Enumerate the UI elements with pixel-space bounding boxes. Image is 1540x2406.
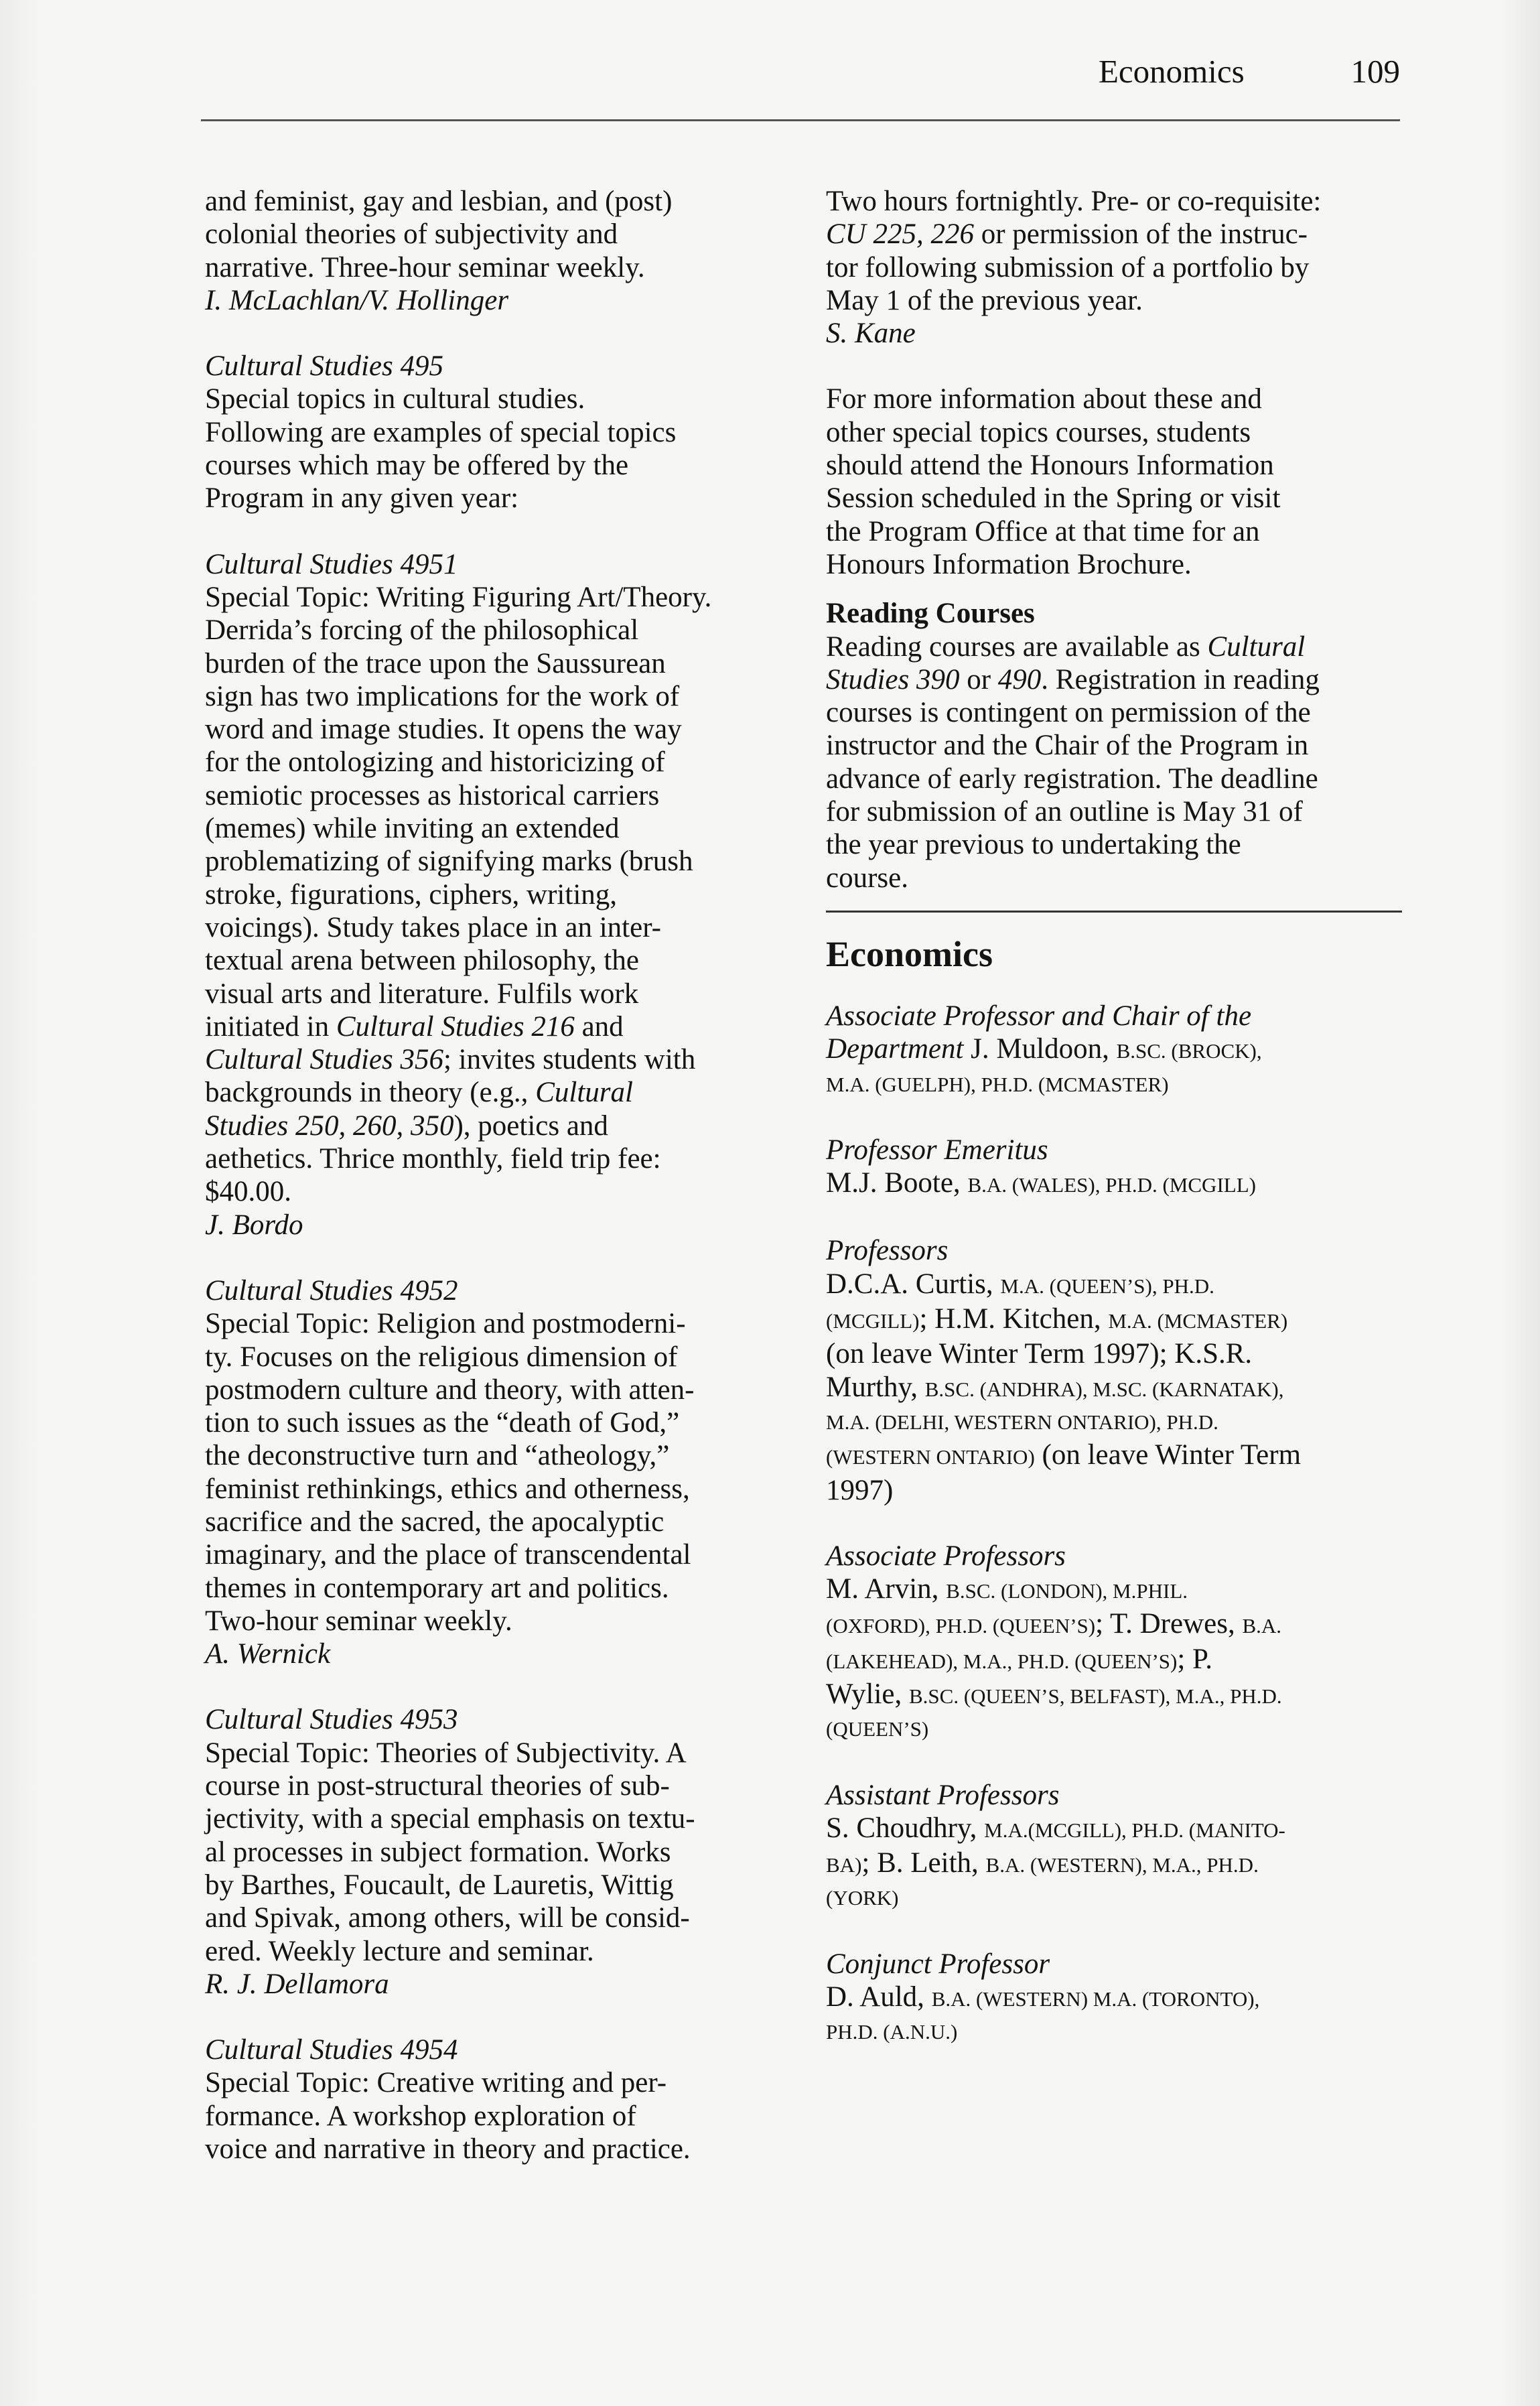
text-line: ered. Weekly lecture and seminar. bbox=[205, 1935, 594, 1967]
faculty-degrees: PH.D. (A.N.U.) bbox=[826, 2020, 958, 2044]
text-line bbox=[826, 1643, 1415, 1678]
text-line: burden of the trace upon the Saussurean bbox=[205, 647, 666, 679]
faculty-name: Murthy, bbox=[826, 1371, 925, 1403]
faculty-degrees: M.A.(MCGILL), PH.D. (MANITO- bbox=[984, 1818, 1285, 1842]
header-section-title: Economics bbox=[1099, 53, 1245, 90]
text-line bbox=[826, 1678, 1415, 1713]
text-line: courses is contingent on permission of the bbox=[826, 697, 1311, 729]
faculty-degrees: B.SC. (ANDHRA), M.SC. (KARNATAK), bbox=[924, 1377, 1284, 1401]
text-line: problematizing of signifying marks (brush bbox=[205, 846, 693, 878]
text-line: imaginary, and the place of transcendental bbox=[205, 1539, 691, 1571]
text-line: postmodern culture and theory, with atten- bbox=[205, 1374, 695, 1406]
text-line bbox=[205, 1010, 781, 1043]
course-reference: 490 bbox=[997, 663, 1042, 695]
text-line: by Barthes, Foucault, de Lauretis, Wittig bbox=[205, 1869, 674, 1901]
faculty-degrees: M.A. (QUEEN’S), PH.D. bbox=[1000, 1274, 1214, 1298]
text-line: Two-hour seminar weekly. bbox=[205, 1605, 512, 1637]
text-line: colonial theories of subjectivity and bbox=[205, 218, 618, 251]
text-line: Two hours fortnightly. Pre- or co-requisite: bbox=[826, 186, 1322, 217]
course-title: Cultural Studies 495 bbox=[205, 350, 443, 383]
text-line: the deconstructive turn and “atheology,” bbox=[205, 1440, 670, 1472]
faculty-degrees: (OXFORD), PH.D. (QUEEN’S) bbox=[826, 1614, 1096, 1638]
text-line: Session scheduled in the Spring or visit bbox=[826, 482, 1281, 515]
course-cs495 bbox=[205, 350, 781, 515]
course-reference: Cultural Studies 216 bbox=[336, 1010, 575, 1043]
course-reference: Studies 250, 260, 350 bbox=[205, 1110, 454, 1142]
text-line bbox=[205, 1076, 781, 1109]
header-rule bbox=[201, 119, 1400, 121]
text-line bbox=[826, 1268, 1415, 1302]
text-line: Special Topic: Religion and postmoderni- bbox=[205, 1308, 686, 1340]
faculty-name: Wylie, bbox=[826, 1678, 909, 1710]
text-span: (on leave Winter Term bbox=[1034, 1439, 1302, 1471]
text-line bbox=[826, 1302, 1415, 1337]
text-line: sign has two implications for the work of bbox=[205, 680, 680, 712]
faculty-degrees: M.A. (GUELPH), PH.D. (MCMASTER) bbox=[826, 1072, 1169, 1096]
course-title: Cultural Studies 4953 bbox=[205, 1704, 458, 1736]
text-line: the year previous to undertaking the bbox=[826, 829, 1241, 861]
text-span: or bbox=[959, 663, 998, 695]
text-line bbox=[826, 218, 1415, 251]
text-line: Special Topic: Theories of Subjectivity. A bbox=[205, 1737, 687, 1769]
faculty-degrees: B.A. (WESTERN), M.A., PH.D. bbox=[985, 1853, 1259, 1877]
text-line: Special Topic: Writing Figuring Art/Theory. bbox=[205, 581, 712, 613]
faculty-degrees: B.SC. (LONDON), M.PHIL. bbox=[946, 1579, 1188, 1603]
text-line: for the ontologizing and historicizing of bbox=[205, 746, 665, 779]
instructor-name: S. Kane bbox=[826, 318, 916, 350]
text-line: formance. A workshop exploration of bbox=[205, 2100, 636, 2132]
text-line: course in post-structural theories of sub- bbox=[205, 1770, 670, 1802]
text-span: backgrounds in theory (e.g., bbox=[205, 1077, 536, 1109]
text-line: stroke, figurations, ciphers, writing, bbox=[205, 878, 618, 911]
faculty-degrees: (YORK) bbox=[826, 1886, 899, 1910]
faculty-name: ; H.M. Kitchen, bbox=[919, 1303, 1109, 1335]
text-line bbox=[205, 1110, 781, 1142]
left-column bbox=[205, 185, 781, 2165]
course-title: Cultural Studies 4954 bbox=[205, 2034, 458, 2066]
course-continuation bbox=[826, 185, 1415, 350]
course-reference: Cultural bbox=[1207, 630, 1306, 663]
faculty-name: M.J. Boote, bbox=[826, 1167, 968, 1199]
text-line bbox=[826, 1439, 1415, 1473]
faculty-degrees: (LAKEHEAD), M.A., PH.D. (QUEEN’S) bbox=[826, 1649, 1178, 1673]
instructor-name: A. Wernick bbox=[205, 1638, 331, 1670]
text-line bbox=[205, 1043, 781, 1076]
faculty-degrees: M.A. (DELHI, WESTERN ONTARIO), PH.D. bbox=[826, 1410, 1218, 1434]
text-line bbox=[826, 1847, 1415, 1881]
faculty-conjunct-professor bbox=[826, 1948, 1415, 2049]
faculty-degrees: BA) bbox=[826, 1853, 862, 1877]
text-line: aethetics. Thrice monthly, field trip fee: bbox=[205, 1143, 661, 1175]
faculty-name: M. Arvin, bbox=[826, 1573, 947, 1605]
text-span: initiated in bbox=[205, 1010, 336, 1043]
text-line: course. bbox=[826, 862, 908, 894]
faculty-rank: Professor Emeritus bbox=[826, 1134, 1048, 1166]
section-heading: Reading Courses bbox=[826, 598, 1035, 630]
text-line: should attend the Honours Information bbox=[826, 450, 1274, 482]
faculty-name: ; B. Leith, bbox=[861, 1847, 986, 1879]
text-line: word and image studies. It opens the way bbox=[205, 714, 682, 746]
text-line: ty. Focuses on the religious dimension of bbox=[205, 1341, 678, 1373]
faculty-rank: Associate Professor and Chair of the bbox=[826, 1000, 1252, 1032]
text-line: Derrida’s forcing of the philosophical bbox=[205, 614, 639, 647]
course-cs4952 bbox=[205, 1274, 781, 1671]
text-line: themes in contemporary art and politics. bbox=[205, 1572, 669, 1604]
text-line: Special Topic: Creative writing and per- bbox=[205, 2067, 667, 2099]
text-line: 1997) bbox=[826, 1474, 894, 1506]
course-cs4951 bbox=[205, 548, 781, 1242]
text-line: advance of early registration. The deadline bbox=[826, 762, 1318, 795]
faculty-rank: Associate Professors bbox=[826, 1540, 1066, 1572]
text-line bbox=[826, 1573, 1415, 1607]
text-line: Special topics in cultural studies. bbox=[205, 383, 585, 415]
faculty-name: ; P. bbox=[1177, 1643, 1212, 1675]
text-line: and feminist, gay and lesbian, and (post) bbox=[205, 186, 673, 217]
text-line bbox=[826, 1371, 1415, 1406]
text-line: Honours Information Brochure. bbox=[826, 548, 1192, 580]
text-span: ), poetics and bbox=[453, 1110, 608, 1142]
course-cs4954 bbox=[205, 2033, 781, 2165]
text-span: and bbox=[574, 1010, 624, 1043]
text-line bbox=[826, 1607, 1415, 1642]
faculty-chair bbox=[826, 1000, 1415, 1101]
faculty-name: S. Choudhry, bbox=[826, 1812, 985, 1844]
course-title: Cultural Studies 4952 bbox=[205, 1274, 458, 1307]
instructor-name: I. McLachlan/V. Hollinger bbox=[205, 284, 509, 316]
text-line: al processes in subject formation. Works bbox=[205, 1836, 671, 1868]
intro-paragraph bbox=[205, 185, 781, 317]
faculty-rank: Assistant Professors bbox=[826, 1779, 1060, 1811]
faculty-degrees: B.SC. (BROCK), bbox=[1116, 1039, 1262, 1063]
faculty-emeritus bbox=[826, 1134, 1415, 1202]
faculty-assistant-professors bbox=[826, 1779, 1415, 1915]
text-line: semiotic processes as historical carriers bbox=[205, 779, 660, 811]
text-line: feminist rethinkings, ethics and otherness, bbox=[205, 1473, 690, 1505]
faculty-degrees: (MCGILL) bbox=[826, 1309, 920, 1333]
faculty-degrees: (WESTERN ONTARIO) bbox=[826, 1445, 1035, 1469]
text-line: other special topics courses, students bbox=[826, 416, 1251, 448]
text-line bbox=[826, 1981, 1415, 2015]
text-line: May 1 of the previous year. bbox=[826, 284, 1143, 316]
text-line: the Program Office at that time for an bbox=[826, 515, 1260, 547]
instructor-name: J. Bordo bbox=[205, 1209, 303, 1241]
text-line: For more information about these and bbox=[826, 383, 1262, 415]
section-divider bbox=[826, 911, 1402, 913]
text-span: or permission of the instruc- bbox=[973, 218, 1308, 251]
department-title: Economics bbox=[826, 933, 993, 974]
page-number: 109 bbox=[1350, 53, 1400, 90]
text-span: ; invites students with bbox=[443, 1044, 696, 1076]
course-title: Cultural Studies 4951 bbox=[205, 548, 458, 580]
text-line bbox=[826, 630, 1415, 663]
running-header bbox=[1032, 48, 1400, 95]
faculty-name: D. Auld, bbox=[826, 1981, 932, 2013]
faculty-associate-professors bbox=[826, 1540, 1415, 1746]
faculty-rank: Department bbox=[826, 1033, 964, 1065]
text-span: . Registration in reading bbox=[1041, 663, 1320, 695]
text-line: (on leave Winter Term 1997); K.S.R. bbox=[826, 1338, 1253, 1370]
instructor-name: R. J. Dellamora bbox=[205, 1968, 389, 2000]
text-line: visual arts and literature. Fulfils work bbox=[205, 978, 639, 1010]
text-line bbox=[826, 1812, 1415, 1847]
text-line: Following are examples of special topics bbox=[205, 416, 677, 448]
right-column bbox=[826, 185, 1415, 2049]
text-line: voice and narrative in theory and practice. bbox=[205, 2133, 691, 2165]
faculty-professors bbox=[826, 1234, 1415, 1506]
faculty-degrees: B.SC. (QUEEN’S, BELFAST), M.A., PH.D. bbox=[908, 1684, 1282, 1708]
text-line bbox=[826, 1166, 1415, 1201]
text-line: instructor and the Chair of the Program in bbox=[826, 730, 1309, 762]
reading-courses-section bbox=[826, 597, 1415, 894]
faculty-rank: Conjunct Professor bbox=[826, 1948, 1050, 1980]
text-line: narrative. Three-hour seminar weekly. bbox=[205, 251, 645, 283]
course-reference: Studies 390 bbox=[826, 663, 960, 695]
text-line bbox=[826, 1032, 1415, 1067]
text-line: sacrifice and the sacred, the apocalyptic bbox=[205, 1506, 664, 1538]
text-line: textual arena between philosophy, the bbox=[205, 945, 639, 977]
text-line: $40.00. bbox=[205, 1176, 291, 1208]
text-line: tor following submission of a portfolio by bbox=[826, 251, 1310, 283]
text-line: jectivity, with a special emphasis on textu- bbox=[205, 1803, 695, 1835]
text-line: courses which may be offered by the bbox=[205, 450, 629, 482]
faculty-degrees: (QUEEN’S) bbox=[826, 1717, 929, 1741]
text-line bbox=[826, 663, 1415, 696]
faculty-name: D.C.A. Curtis, bbox=[826, 1268, 1001, 1300]
faculty-rank: Professors bbox=[826, 1235, 949, 1267]
text-line: (memes) while inviting an extended bbox=[205, 813, 620, 845]
text-line: Program in any given year: bbox=[205, 482, 519, 515]
course-reference: Cultural bbox=[535, 1077, 633, 1109]
faculty-name: ; T. Drewes, bbox=[1095, 1608, 1243, 1640]
economics-section bbox=[826, 934, 1415, 2049]
text-line: tion to such issues as the “death of God,” bbox=[205, 1407, 680, 1439]
text-line: voicings). Study takes place in an inter- bbox=[205, 911, 661, 943]
text-line: for submission of an outline is May 31 of bbox=[826, 796, 1303, 828]
course-reference: Cultural Studies 356 bbox=[205, 1044, 443, 1076]
text-line: and Spivak, among others, will be consid- bbox=[205, 1902, 690, 1934]
faculty-degrees: B.A. (WALES), PH.D. (MCGILL) bbox=[967, 1173, 1256, 1197]
course-reference: CU 225, 226 bbox=[826, 218, 974, 251]
faculty-name: J. Muldoon, bbox=[963, 1033, 1117, 1065]
faculty-degrees: B.A. (WESTERN) M.A. (TORONTO), bbox=[931, 1987, 1260, 2011]
course-cs4953 bbox=[205, 1703, 781, 2001]
text-span: Reading courses are available as bbox=[826, 630, 1208, 663]
faculty-degrees: M.A. (MCMASTER) bbox=[1108, 1309, 1288, 1333]
faculty-degrees: B.A. bbox=[1242, 1614, 1282, 1638]
more-info-paragraph bbox=[826, 383, 1415, 581]
